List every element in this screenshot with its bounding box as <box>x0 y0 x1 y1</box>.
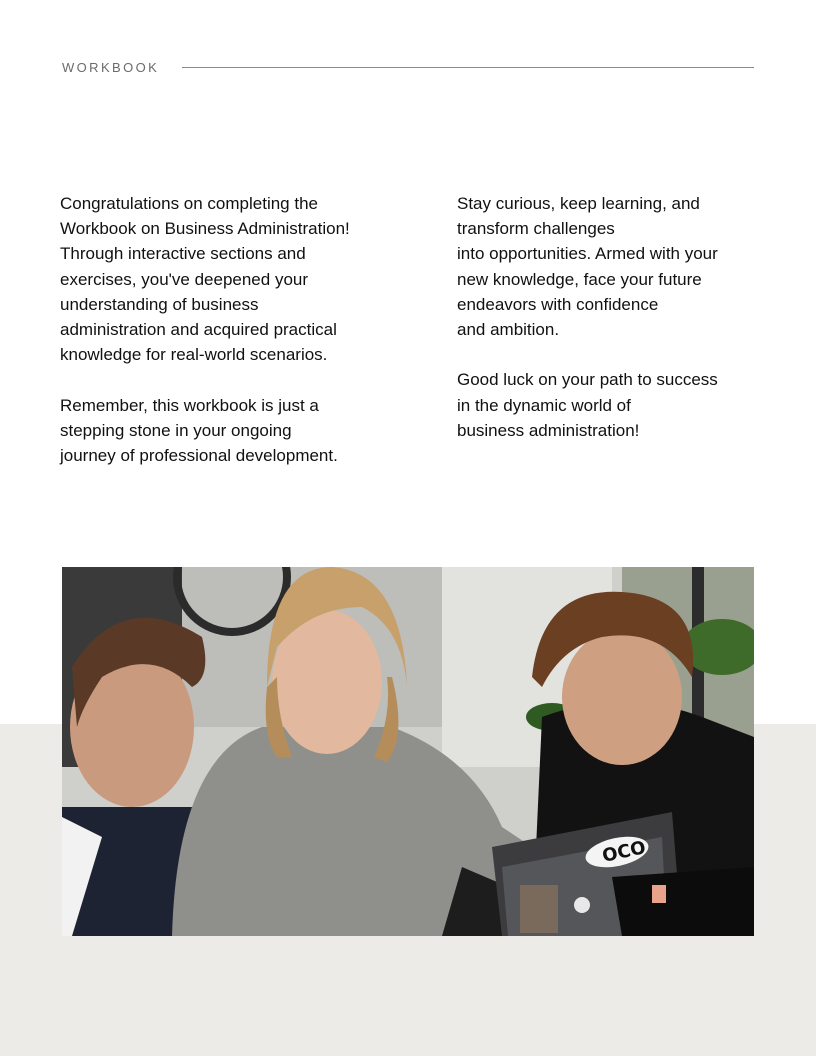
left-text-column <box>60 191 400 493</box>
team-laptop-photo <box>62 567 754 936</box>
right-text-column <box>457 191 797 468</box>
photo-illustration <box>62 567 754 936</box>
header-divider-line <box>182 67 754 68</box>
right-paragraph-2: Good luck on your path to success in the dynamic world of business administration! <box>457 370 718 440</box>
right-paragraph-1: Stay curious, keep learning, and transform challenges into opportunities. Armed with your new knowledge, face your future endeavors with confidence and ambition. <box>457 194 718 340</box>
laptop-sticker-text: OCO <box>600 837 648 867</box>
header-label: WORKBOOK <box>62 60 160 75</box>
left-paragraph-2: Remember, this workbook is just a stepping stone in your ongoing journey of professional development. <box>60 395 338 466</box>
left-paragraph-1: Congratulations on completing the Workbook on Business Administration! Through interactive sections and exercises, you've deepened your understanding of business administration and acquired practical knowledge for real-world scenarios. <box>60 194 350 365</box>
